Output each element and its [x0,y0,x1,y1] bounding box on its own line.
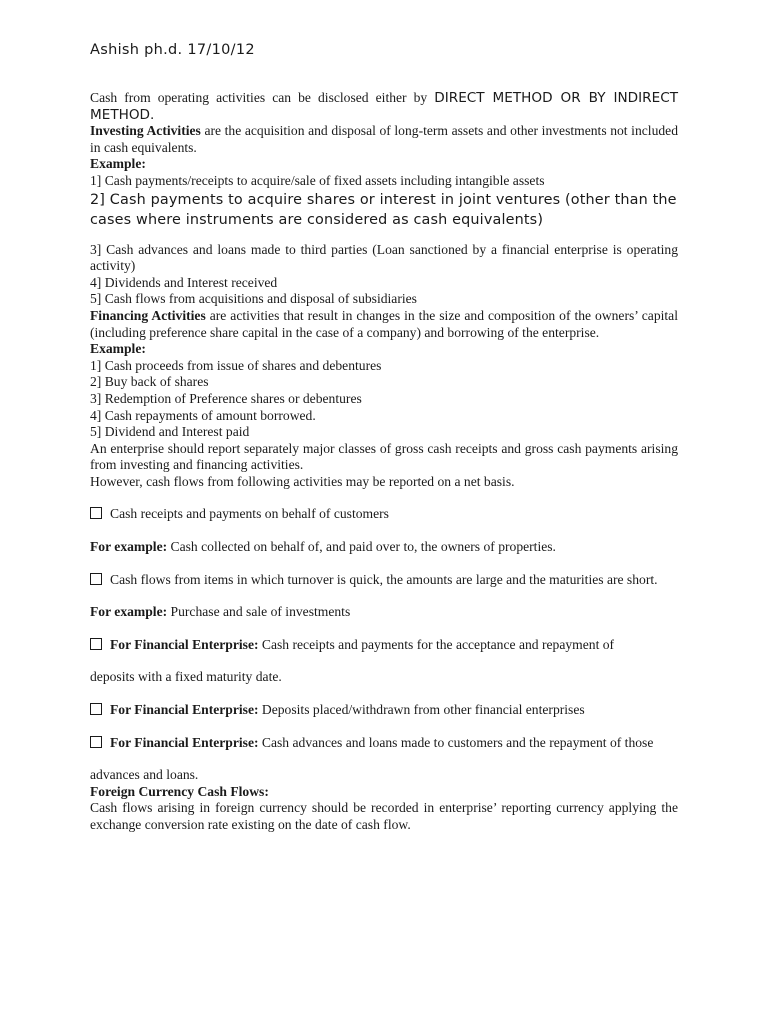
list-item: 1] Cash proceeds from issue of shares and debentures [90,357,382,373]
net-item-deposits-fixed-cont: deposits with a fixed maturity date. [90,669,282,685]
intro-text: Cash from operating activities can be disclosed either by [90,90,435,105]
foreign-heading: Foreign Currency Cash Flows: [90,783,269,799]
net-basis-paragraph: However, cash flows from following activities may be reported on a net basis. [90,473,515,489]
list-item: 4] Dividends and Interest received [90,274,278,290]
list-item: 5] Cash flows from acquisitions and disposal of subsidiaries [90,291,417,307]
document-header: Ashish ph.d. 17/10/12 [90,42,255,58]
foreign-paragraph: Cash flows arising in foreign currency should be recorded in enterprise’ reporting currency applying the exchange conversion rate existing on the date of cash flow. [90,800,678,832]
checkbox-icon [90,638,102,650]
list-item: 5] Dividend and Interest paid [90,424,250,440]
investing-definition [90,123,678,156]
document-body [90,90,678,834]
report-paragraph: An enterprise should report separately major classes of gross cash receipts and gross cash payments arising from investing and financing activities. [90,440,678,473]
intro-methods: DIRECT METHOD OR BY INDIRECT METHOD. [90,90,678,123]
financing-def-text: are activities that result in changes in the size and composition of the owners’ capital (including preference share capital in the case of a company) and borrowing of the enterprise. [90,307,678,340]
financing-example-label: Example: [90,341,146,357]
financing-term: Financing Activities [90,307,206,323]
investing-term: Investing Activities [90,123,201,139]
list-item: 2] Buy back of shares [90,374,209,390]
checkbox-icon [90,573,102,585]
example-properties: For example: Cash collected on behalf of, and paid over to, the owners of properties. [90,539,556,555]
investing-example-label: Example: [90,156,146,172]
net-item-quick-turnover: Cash flows from items in which turnover is quick, the amounts are large and the maturities are short. [90,572,678,589]
net-item-advances: For Financial Enterprise: Cash advances and loans made to customers and the repayment of those [90,735,678,752]
checkbox-icon [90,703,102,715]
example-investments: For example: Purchase and sale of investments [90,604,351,620]
list-item: 3] Redemption of Preference shares or debentures [90,390,362,406]
intro-paragraph [90,90,678,123]
list-item: 2] Cash payments to acquire shares or interest in joint ventures (other than the cases where instruments are considered as cash equivalents) [90,191,677,228]
net-item-customers: Cash receipts and payments on behalf of customers [90,506,678,523]
financing-definition [90,308,678,341]
checkbox-icon [90,736,102,748]
list-item: 4] Cash repayments of amount borrowed. [90,407,316,423]
net-item-deposits-placed: For Financial Enterprise: Deposits placed/withdrawn from other financial enterprises [90,702,678,719]
net-item-advances-cont: advances and loans. [90,767,199,783]
list-item: 3] Cash advances and loans made to third parties (Loan sanctioned by a financial enterprise is operating activity) [90,241,678,274]
checkbox-icon [90,507,102,519]
investing-def-text: are the acquisition and disposal of long-term assets and other investments not included in cash equivalents. [90,123,678,155]
net-item-deposits-fixed: For Financial Enterprise: Cash receipts and payments for the acceptance and repayment of [90,637,678,654]
list-item: 1] Cash payments/receipts to acquire/sale of fixed assets including intangible assets [90,172,545,188]
